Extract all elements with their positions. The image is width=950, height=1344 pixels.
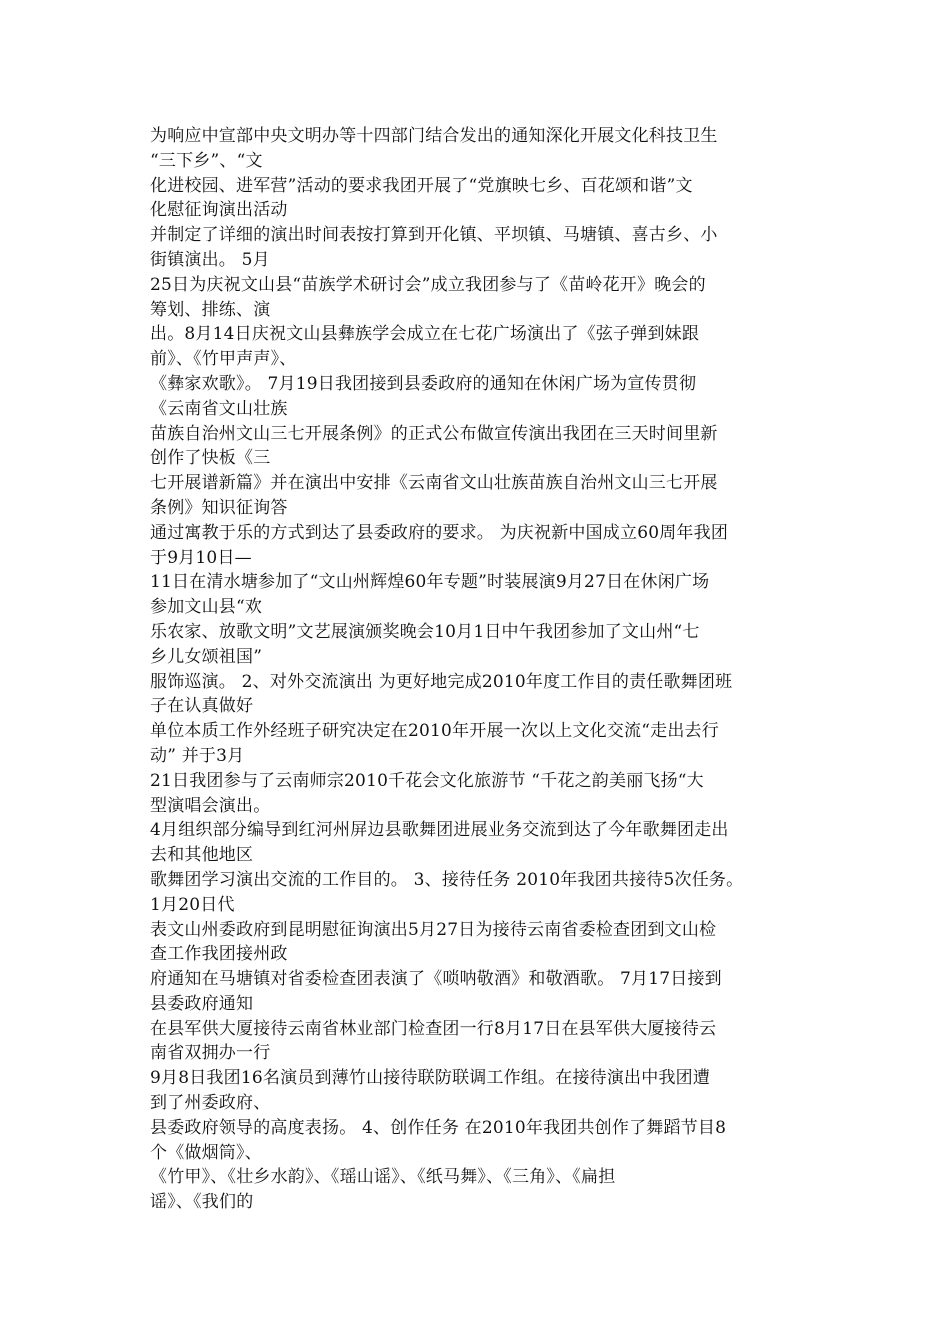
text-line: 化慰征询演出活动 — [150, 200, 288, 221]
text-line: 歌舞团学习演出交流的工作目的。 3、接待任务 2010年我团共接待5次任务。 — [150, 869, 744, 890]
text-line: 并制定了详细的演出时间表按打算到开化镇、平坝镇、马塘镇、喜古乡、小 — [150, 225, 718, 246]
text-line: 七开展谱新篇》并在演出中安排《云南省文山壮族苗族自治州文山三七开展 — [150, 473, 718, 494]
text-line: 前》、《竹甲声声》、 — [150, 349, 297, 370]
text-line: 1月20日代 — [150, 894, 235, 915]
text-line: 苗族自治州文山三七开展条例》的正式公布做宣传演出我团在三天时间里新 — [150, 423, 718, 444]
text-line: 在县军供大厦接待云南省林业部门检查团一行8月17日在县军供大厦接待云 — [150, 1018, 717, 1039]
text-line: 府通知在马塘镇对省委检查团表演了《唢呐敬酒》和敬酒歌。 7月17日接到 — [150, 969, 722, 990]
text-line: 谣》、《我们的 — [150, 1192, 254, 1213]
text-line: 服饰巡演。 2、对外交流演出 为更好地完成2010年度工作目的责任歌舞团班 — [150, 671, 733, 692]
text-line: 参加文山县“欢 — [150, 597, 263, 618]
text-line: 筹划、排练、演 — [150, 299, 271, 320]
text-line: 《云南省文山壮族 — [150, 398, 288, 419]
text-line: 单位本质工作外经班子研究决定在2010年开展一次以上文化交流“走出去行 — [150, 721, 719, 742]
text-line: 个《做烟筒》、 — [150, 1142, 262, 1163]
text-line: 查工作我团接州政 — [150, 944, 288, 965]
text-line: 4月组织部分编导到红河州屏边县歌舞团进展业务交流到达了今年歌舞团走出 — [150, 820, 729, 841]
text-line: 《彝家欢歌》。 7月19日我团接到县委政府的通知在休闲广场为宣传贯彻 — [150, 373, 697, 394]
text-line: 型演唱会演出。 — [150, 795, 271, 816]
document-body — [150, 124, 810, 1215]
text-line: 25日为庆祝文山县“苗族学术研讨会”成立我团参与了《苗岭花开》晚会的 — [150, 274, 706, 295]
text-line: 去和其他地区 — [150, 845, 254, 866]
text-line: 通过寓教于乐的方式到达了县委政府的要求。 为庆祝新中国成立60周年我团 — [150, 522, 729, 543]
text-line: 化进校园、进军营”活动的要求我团开展了“党旗映七乡、百花颂和谐”文 — [150, 175, 693, 196]
text-line: 21日我团参与了云南师宗2010千花会文化旅游节 “千花之韵美丽飞扬“大 — [150, 770, 704, 791]
text-line: 11日在清水塘参加了“文山州辉煌60年专题”时装展演9月27日在休闲广场 — [150, 572, 710, 593]
text-line: 《竹甲》、《壮乡水韵》、《瑶山谣》、《纸马舞》、《三角》、《扁担 — [150, 1167, 616, 1188]
text-line: 乐农家、放歌文明”文艺展演颁奖晚会10月1日中午我团参加了文山州“七 — [150, 621, 700, 642]
text-line: 9月8日我团16名演员到薄竹山接待联防联调工作组。在接待演出中我团遭 — [150, 1068, 711, 1089]
text-line: 到了州委政府、 — [150, 1093, 271, 1114]
text-line: 乡儿女颂祖国” — [150, 646, 263, 667]
text-line: 条例》知识征询答 — [150, 497, 288, 518]
text-line: 创作了快板《三 — [150, 448, 271, 469]
text-line: 出。8月14日庆祝文山县彝族学会成立在七花广场演出了《弦子弹到妹跟 — [150, 324, 700, 345]
text-line: 动” 并于3月 — [150, 745, 245, 766]
text-line: 子在认真做好 — [150, 696, 254, 717]
text-line: 于9月10日— — [150, 547, 252, 568]
text-line: “三下乡”、“文 — [150, 150, 263, 171]
text-line: 县委政府领导的高度表扬。 4、创作任务 在2010年我团共创作了舞蹈节目8 — [150, 1117, 727, 1138]
text-line: 南省双拥办一行 — [150, 1043, 271, 1064]
text-line: 表文山州委政府到昆明慰征询演出5月27日为接待云南省委检查团到文山检 — [150, 919, 717, 940]
text-line: 为响应中宣部中央文明办等十四部门结合发出的通知深化开展文化科技卫生 — [150, 126, 718, 146]
text-line: 县委政府通知 — [150, 993, 254, 1014]
text-line: 街镇演出。 5月 — [150, 249, 270, 270]
